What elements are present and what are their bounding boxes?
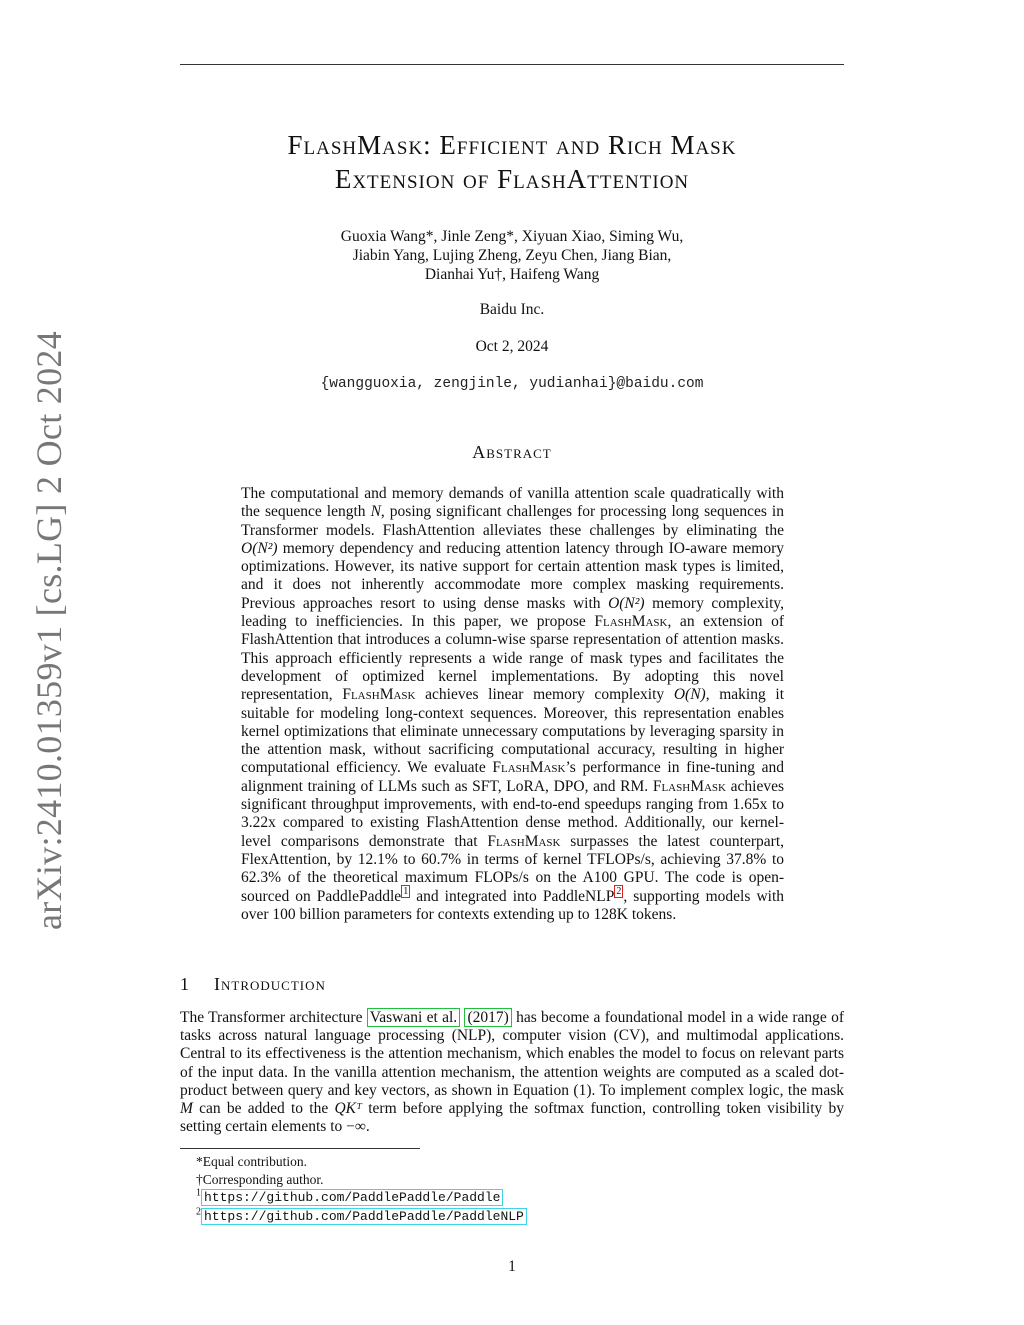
footnote-mark: 2 <box>196 1206 201 1217</box>
introduction-paragraph: The Transformer architecture Vaswani et al. (2017) has become a foundational model in a wide range of tasks across natural language processing (NLP), computer vision (CV), and multimodal applications. Central to its effectiveness is the attention mechanism, which enables the model to focus on relevant parts of the input data. In the vanilla attention mechanism, the attention weights are computed as a scaled dot-product between query and key vectors, as shown in Equation (1). To implement complex logic, the mask M can be added to the QKᵀ term before applying the softmax function, controlling token visibility by setting certain elements to −∞. <box>180 1009 845 1136</box>
flashmask-name: FlashMask <box>342 686 416 704</box>
authors-line-1: Guoxia Wang*, Jinle Zeng*, Xiyuan Xiao, Siming Wu, <box>340 228 684 245</box>
footnote-1 <box>196 1188 836 1207</box>
flashmask-name: FlashMask <box>594 613 668 631</box>
author-emails: {wangguoxia, zengjinle, yudianhai}@baidu.com <box>320 376 704 392</box>
citation-link-year[interactable]: (2017) <box>464 1008 511 1027</box>
publication-date: Oct 2, 2024 <box>475 338 549 355</box>
math-big-o-n2: O(N²) <box>241 539 278 557</box>
footnote-link-2[interactable]: 2 <box>616 886 622 898</box>
authors-line-2: Jiabin Yang, Lujing Zheng, Zeyu Chen, Jiang Bian, <box>352 247 672 264</box>
flashmask-name: FlashMask <box>492 759 566 777</box>
footnote-corresponding-author: †Corresponding author. <box>196 1171 324 1187</box>
math-big-o-n: O(N) <box>673 686 706 704</box>
footnote-mark: 1 <box>196 1187 201 1199</box>
author-list <box>180 227 844 284</box>
section-heading-introduction <box>180 974 844 995</box>
paddle-repo-link[interactable]: https://github.com/PaddlePaddle/Paddle <box>201 1189 503 1206</box>
flashmask-name: FlashMask <box>652 777 726 795</box>
math-n: N <box>370 503 381 521</box>
abstract-body: The computational and memory demands of vanilla attention scale quadratically with the sequence length N, posing significant challenges for processing long sequences in Transformer models. FlashAttention alleviates these challenges by eliminating the O(N²) memory dependency and reducing attention latency through IO-aware memory optimizations. However, its native support for certain attention mask types is limited, and it does not inherently accommodate more complex masking requirements. Previous approaches resort to using dense masks with O(N²) memory complexity, leading to inefficiencies. In this paper, we propose FlashMask, an extension of FlashAttention that introduces a column-wise sparse representation of attention masks. This approach efficiently represents a wide range of mask types and facilitates the development of optimized kernel implementations. By adopting this novel representation, FlashMask achieves linear memory complexity O(N), making it suitable for modeling long-context sequences. Moreover, this representation enables kernel optimizations that eliminate unnecessary computations by leveraging sparsity in the attention mask, without sacrificing computational accuracy, resulting in higher computational efficiency. We evaluate FlashMask’s performance in fine-tuning and alignment training of LLMs such as SFT, LoRA, DPO, and RM. FlashMask achieves significant throughput improvements, with end-to-end speedups ranging from 1.65x to 3.22x compared to existing FlashAttention dense method. Additionally, our kernel-level comparisons demonstrate that FlashMask surpasses the latest counterpart, FlexAttention, by 12.1% to 60.7% in terms of kernel TFLOPs/s, achieving 37.8% to 62.3% of the theoretical maximum FLOPs/s on the A100 GPU. The code is open-sourced on PaddlePaddle $^1$ and integrated into PaddleNLP $^2$ , supporting models with over 100 billion parameters for contexts extending up to 128K tokens. <box>241 485 785 923</box>
footnote-link-1[interactable]: 1 <box>403 886 409 898</box>
footnote-rule <box>180 1148 420 1149</box>
flashmask-name: FlashMask <box>487 832 561 850</box>
paper-title <box>180 128 844 196</box>
authors-line-3: Dianhai Yu†, Haifeng Wang <box>424 266 600 283</box>
page-number: 1 <box>508 1258 516 1275</box>
section-number: 1 <box>180 974 189 994</box>
footnote-equal-contribution: *Equal contribution. <box>196 1154 307 1169</box>
title-line-2: Extension of FlashAttention <box>334 164 690 194</box>
citation-link-author[interactable]: Vaswani et al. <box>367 1008 460 1027</box>
section-title: Introduction <box>214 974 326 994</box>
abstract-heading: Abstract <box>472 442 552 462</box>
math-m: M <box>180 1100 193 1118</box>
arxiv-sidebar-stamp: arXiv:2410.01359v1 [cs.LG] 2 Oct 2024 <box>29 331 69 930</box>
footnote-2 <box>196 1207 836 1226</box>
affiliation: Baidu Inc. <box>479 301 545 318</box>
math-big-o-n2: O(N²) <box>608 594 645 612</box>
paddlenlp-repo-link[interactable]: https://github.com/PaddlePaddle/PaddleNLP <box>201 1208 527 1225</box>
footnotes <box>196 1153 836 1225</box>
title-line-1: FlashMask: Efficient and Rich Mask <box>287 130 737 160</box>
math-qkt: QKᵀ <box>334 1100 362 1118</box>
top-rule <box>180 64 844 65</box>
